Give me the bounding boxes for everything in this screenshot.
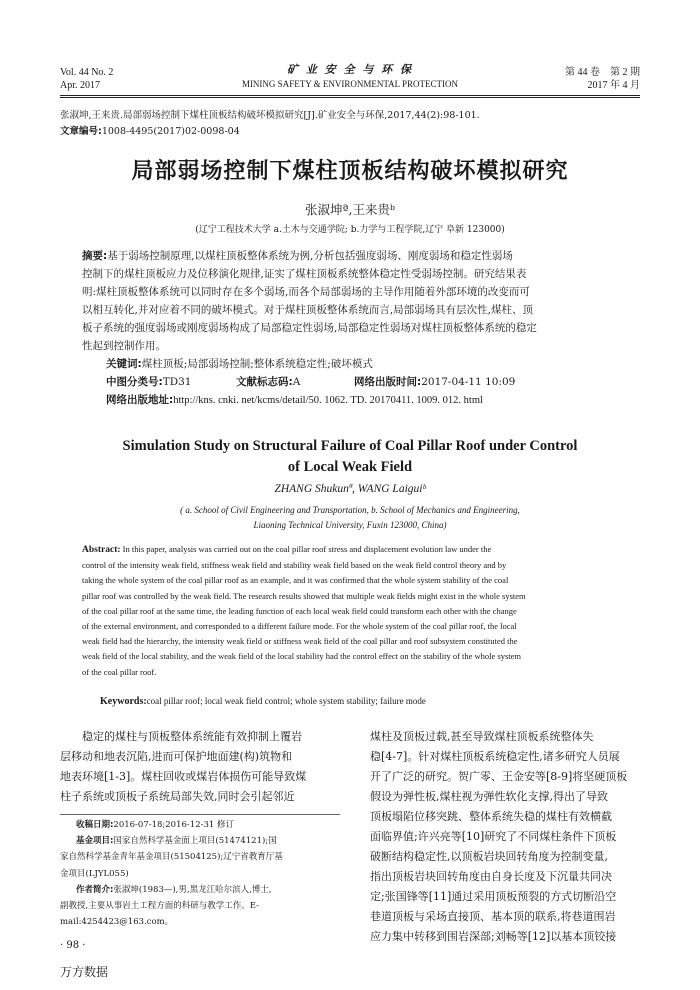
keywords-cn-value: 煤柱顶板;局部弱场控制;整体系统稳定性;破坏模式 — [141, 358, 373, 370]
english-title — [0, 436, 700, 478]
clc-value: TD31 — [162, 376, 192, 388]
body-left-column — [60, 727, 340, 807]
fund-line: 家自然科学基金青年基金项目(51504125);辽宁省教育厅基 — [60, 852, 283, 863]
body-line: 稳定的煤柱与顶板整体系统能有效抑制上覆岩 — [60, 730, 302, 743]
author-bio-line: 张淑坤(1983—),男,黑龙江哈尔滨人,博士, — [113, 884, 272, 895]
abstract-en-line: pillar roof was controlled by the weak field. The research results showed that multiple weak fields might exist in the whole system — [82, 590, 526, 601]
received-value: 2016-07-18;2016-12-31 修订 — [113, 820, 234, 830]
abstract-cn-line: 控制下的煤柱顶板应力及位移演化规律,证实了煤柱顶板系统整体稳定性受弱场控制。研究结果表 — [82, 268, 527, 280]
page-title: 局部弱场控制下煤柱顶板结构破坏模拟研究 — [131, 159, 569, 184]
abstract-en-line: In this paper, analysis was carried out on the coal pillar roof stress and displacement evolution law under the — [122, 544, 492, 554]
header-issue-cn: 第 44 卷 第 2 期 — [565, 67, 640, 78]
affiliation-en — [0, 503, 700, 533]
abstract-cn-line: 基于弱场控制原理,以煤柱顶板整体系统为例,分析包括强度弱场、刚度弱场和稳定性弱场 — [107, 250, 513, 262]
abstract-en-line: of the coal pillar roof. — [82, 666, 157, 677]
abstract-cn-line: 板子系统的强度弱场或刚度弱场构成了局部稳定性弱场,局部稳定性弱场对煤柱顶板整体系统的稳定 — [82, 322, 537, 334]
abstract-en-label: Abstract: — [82, 545, 121, 555]
online-address — [106, 392, 483, 409]
authors-cn: 张淑坤ª,王来贵ᵇ — [305, 202, 395, 217]
body-line: 定;张国锋等[11]通过采用顶板预裂的方式切断沿空 — [370, 890, 617, 903]
journal-name-en: MINING SAFETY & ENVIRONMENTAL PROTECTION — [241, 79, 459, 89]
body-line: 应力集中转移到围岩深部;刘畅等[12]以基本顶铰接 — [370, 930, 617, 943]
received-label: 收稿日期: — [76, 820, 114, 830]
english-title-line: of Local Weak Field — [287, 459, 413, 475]
doc-code — [236, 374, 300, 391]
abstract-cn — [82, 247, 622, 355]
doc-code-value: A — [292, 376, 301, 388]
keywords-cn-label: 关键词: — [106, 358, 142, 370]
abstract-en-line: weak field had the hierarchy, the intensity weak field or stiffness weak field of the coal pillar and roof subsystem constituted the — [82, 636, 518, 647]
keywords-cn — [106, 356, 373, 373]
article-id-value: 1008-4495(2017)02-0098-04 — [101, 126, 240, 137]
affiliation-cn: (辽宁工程技术大学 a.土木与交通学院; b.力学与工程学院,辽宁 阜新 123000) — [195, 225, 505, 235]
header-rule — [60, 95, 640, 96]
header-volume: Vol. 44 No. 2 — [60, 67, 114, 78]
abstract-en-line: control of the intensity weak field, stiffness weak field and stability weak field based on the weak field control theory and by — [82, 560, 507, 571]
body-line: 开了广泛的研究。贺广零、王金安等[8-9]将坚硬顶板 — [370, 770, 628, 783]
citation-block — [60, 108, 640, 140]
body-line: 破断结构稳定性,以顶板岩块回转角度为控制变量, — [370, 850, 608, 863]
online-address-link[interactable]: http://kns. cnki. net/kcms/detail/50. 1062. TD. 20170411. 1009. 012. html — [173, 395, 483, 406]
author-bio-label: 作者简介: — [76, 884, 114, 895]
fund-label: 基金项目: — [76, 836, 114, 847]
abstract-en-line: of the external environment, and corresponded to a different failure mode. For the whole system of the coal pillar roof, the local — [82, 621, 517, 632]
abstract-cn-line: 明:煤柱顶板整体系统可以同时存在多个弱场,而各个局部弱场的主导作用随着外部环境的改变而可 — [82, 286, 530, 298]
footnote — [60, 817, 342, 930]
english-title-line: Simulation Study on Structural Failure of Coal Pillar Roof under Control — [122, 438, 578, 454]
doc-code-label: 文献标志码: — [236, 376, 293, 388]
affiliation-en-line: ( a. School of Civil Engineering and Transportation, b. School of Mechanics and Engineering, — [180, 505, 520, 515]
journal-name-cn: 矿 业 安 全 与 环 保 — [287, 63, 413, 76]
affiliation-en-line: Liaoning Technical University, Fuxin 123000, China) — [253, 520, 447, 530]
body-line: 假设为弹性板,煤柱视为弹性软化支撑,得出了导致 — [370, 790, 608, 803]
body-line: 煤柱及顶板过载,甚至导致煤柱顶板系统整体失 — [370, 730, 594, 743]
clc-label: 中图分类号: — [106, 376, 163, 388]
online-address-label: 网络出版地址: — [106, 394, 174, 406]
header-date-cn: 2017 年 4 月 — [587, 80, 640, 91]
body-right-column — [370, 727, 652, 947]
body-line: 层移动和地表沉陷,进而可保护地面建(构)筑物和 — [60, 750, 293, 763]
footnote-rule — [60, 814, 340, 815]
citation-text: 张淑坤,王来贵.局部弱场控制下煤柱顶板结构破坏模拟研究[J].矿业安全与环保,2017,44(2):98-101. — [60, 110, 480, 121]
publish-time-label: 网络出版时间: — [354, 376, 422, 388]
article-id-label: 文章编号: — [60, 126, 102, 137]
abstract-cn-label: 摘要: — [82, 250, 108, 262]
body-line: 面临界值;许兴亮等[10]研究了不同煤柱条件下顶板 — [370, 830, 617, 843]
classification-line — [106, 374, 192, 391]
abstract-cn-line: 以相互转化,并对应着不同的破坏模式。对于煤柱顶板整体系统而言,局部弱场具有层次性,煤柱、顶 — [82, 304, 534, 316]
abstract-en-line: of the coal pillar roof at the same time, the leading function of each local weak field could transform each other with the change — [82, 605, 517, 616]
keywords-en-label: Keywords: — [100, 696, 147, 707]
keywords-en-value: coal pillar roof; local weak field control; whole system stability; failure mode — [146, 696, 426, 706]
authors-en: ZHANG Shukunª, WANG Laiguiᵇ — [274, 483, 426, 495]
page-number: · 98 · — [60, 940, 86, 951]
body-line: 指出顶板岩块回转角度由自身长度及下沉量共同决 — [370, 870, 612, 883]
header-rule-thin — [60, 97, 640, 98]
abstract-en-line: weak field of the local stability, and the weak field of the local stability had the control effect on the stability of the whole system — [82, 651, 522, 662]
publish-time-value: 2017-04-11 10:09 — [421, 376, 516, 388]
abstract-cn-line: 性起到控制作用。 — [82, 340, 166, 352]
header-date: Apr. 2017 — [60, 80, 100, 91]
fund-line: 金项目(LJYL055) — [60, 868, 129, 879]
author-bio-line: mail:4254423@163.com。 — [60, 917, 174, 928]
body-line: 巷道顶板与采场直接顶、基本顶的联系,将巷道围岩 — [370, 910, 616, 923]
abstract-en-line: taking the whole system of the coal pillar roof as an example, and it was confirmed that the whole system stability of the coal — [82, 575, 509, 586]
abstract-en — [82, 542, 620, 680]
fund-line: 国家自然科学基金面上项目(51474121);国 — [113, 836, 277, 847]
body-line: 柱子系统或顶板子系统局部失效,同时会引起邻近 — [60, 790, 295, 803]
body-line: 顶板塌陷位移突跳、整体系统失稳的煤柱有效横截 — [370, 810, 612, 823]
author-bio-line: 副教授,主要从事岩土工程方面的科研与教学工作。E- — [60, 901, 259, 912]
header-issue-info — [565, 66, 640, 92]
keywords-en — [100, 694, 620, 709]
publish-time — [354, 374, 515, 391]
body-line: 稳[4-7]。针对煤柱顶板系统稳定性,诸多研究人员展 — [370, 750, 620, 763]
body-line: 地表环境[1-3]。煤柱回收或煤岩体损伤可能导致煤 — [60, 770, 307, 783]
watermark-text: 万方数据 — [60, 965, 109, 979]
